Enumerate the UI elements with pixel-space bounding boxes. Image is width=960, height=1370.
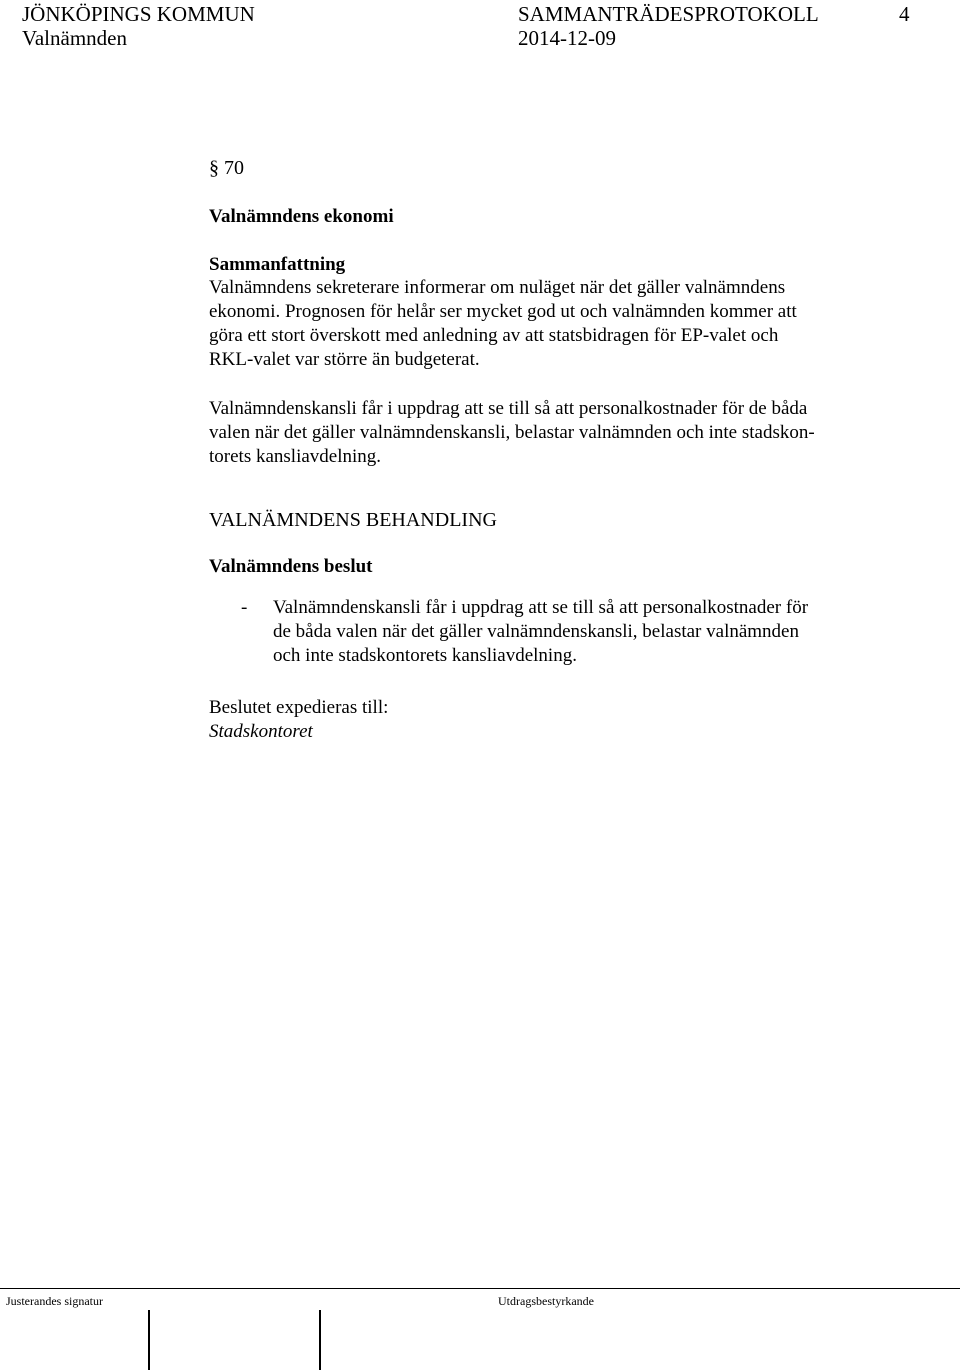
summary-line: göra ett stort överskott med anledning av att statsbidragen för EP-valet och (209, 325, 779, 346)
assignment-paragraph (209, 397, 889, 469)
decision-line: och inte stadskontorets kansliavdelning. (273, 645, 577, 666)
footer-divider (0, 1288, 960, 1289)
decision-line: Valnämndenskansli får i uppdrag att se till så att personalkostnader för (273, 597, 809, 618)
handling-heading: VALNÄMNDENS BEHANDLING (209, 509, 497, 531)
sent-to-label: Beslutet expedieras till: (209, 697, 389, 718)
decision-text (273, 596, 893, 668)
decision-line: de båda valen när det gäller valnämndenskansli, belastar valnämnden (273, 621, 799, 642)
summary-line: RKL-valet var större än budgeterat. (209, 349, 480, 370)
paragraph-number: § 70 (209, 157, 244, 179)
assignment-line: Valnämndenskansli får i uppdrag att se till så att personalkostnader för de båda (209, 398, 808, 419)
municipality-name: JÖNKÖPINGS KOMMUN (22, 2, 255, 26)
committee-name: Valnämnden (22, 26, 127, 50)
section-title: Valnämndens ekonomi (209, 206, 394, 227)
sent-to-recipient: Stadskontoret (209, 721, 313, 742)
summary-line: ekonomi. Prognosen för helår ser mycket god ut och valnämnden kommer att (209, 301, 797, 322)
page-number: 4 (899, 2, 910, 26)
summary-paragraph (209, 276, 889, 372)
document-type: SAMMANTRÄDESPROTOKOLL (518, 2, 819, 26)
decision-bullet: - (241, 597, 248, 618)
assignment-line: valen när det gäller valnämndenskansli, belastar valnämnden och inte stadskon- (209, 422, 815, 443)
signature-label: Justerandes signatur (6, 1294, 103, 1308)
certifier-label: Utdragsbestyrkande (498, 1294, 594, 1308)
signature-box-divider (148, 1310, 150, 1370)
meeting-date: 2014-12-09 (518, 26, 616, 50)
signature-box-divider (319, 1310, 321, 1370)
decision-heading: Valnämndens beslut (209, 556, 373, 577)
summary-heading: Sammanfattning (209, 254, 346, 275)
assignment-line: torets kansliavdelning. (209, 446, 382, 467)
summary-line: Valnämndens sekreterare informerar om nuläget när det gäller valnämndens (209, 277, 786, 298)
